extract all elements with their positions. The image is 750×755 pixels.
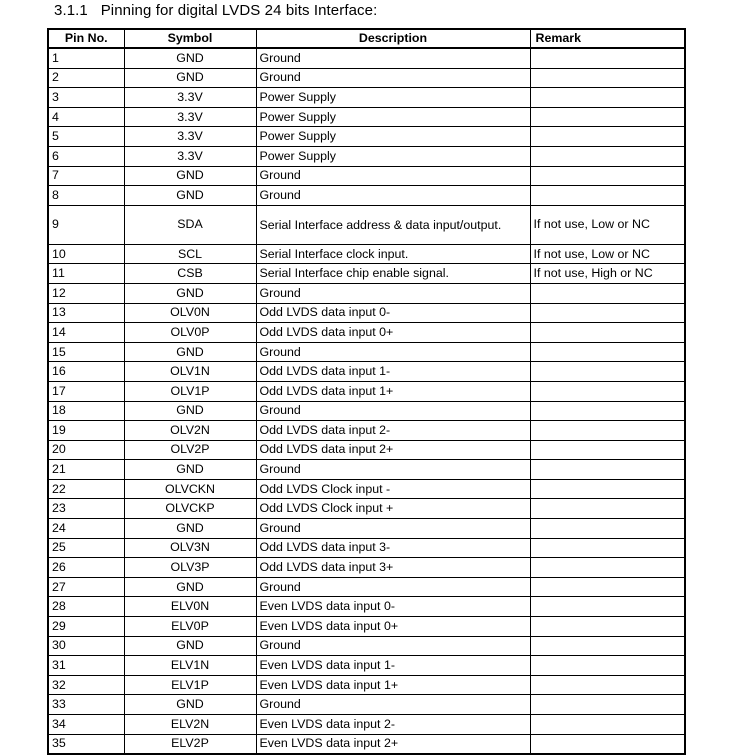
remark-cell [530, 597, 685, 617]
table-row [48, 519, 685, 539]
pin-number-cell: 27 [48, 577, 124, 597]
description-cell: Odd LVDS data input 0+ [256, 323, 530, 343]
pin-number-cell: 14 [48, 323, 124, 343]
remark-cell [530, 186, 685, 206]
description-cell: Odd LVDS Clock input - [256, 479, 530, 499]
table-row [48, 323, 685, 343]
symbol-cell: ELV1P [124, 675, 256, 695]
description-cell: Even LVDS data input 1+ [256, 675, 530, 695]
pin-number-cell: 11 [48, 264, 124, 284]
table-row [48, 48, 685, 68]
pin-number-cell: 32 [48, 675, 124, 695]
remark-cell [530, 715, 685, 735]
description-cell: Power Supply [256, 146, 530, 166]
table-row [48, 303, 685, 323]
description-cell: Ground [256, 186, 530, 206]
remark-cell [530, 381, 685, 401]
symbol-cell: ELV2N [124, 715, 256, 735]
symbol-cell: OLV2P [124, 440, 256, 460]
description-cell: Odd LVDS data input 2- [256, 421, 530, 441]
table-row [48, 460, 685, 480]
remark-cell [530, 617, 685, 637]
table-row [48, 597, 685, 617]
pin-number-cell: 23 [48, 499, 124, 519]
symbol-cell: GND [124, 695, 256, 715]
remark-cell [530, 499, 685, 519]
section-title: Pinning for digital LVDS 24 bits Interface: [100, 2, 378, 19]
remark-cell [530, 695, 685, 715]
symbol-cell: GND [124, 186, 256, 206]
description-cell: Even LVDS data input 2- [256, 715, 530, 735]
remark-cell [530, 323, 685, 343]
symbol-cell: ELV2P [124, 734, 256, 754]
remark-cell [530, 283, 685, 303]
pin-number-cell: 6 [48, 146, 124, 166]
table-row [48, 656, 685, 676]
pin-number-cell: 15 [48, 342, 124, 362]
symbol-cell: 3.3V [124, 127, 256, 147]
symbol-cell: OLV2N [124, 421, 256, 441]
pin-number-cell: 13 [48, 303, 124, 323]
description-cell: Serial Interface clock input. [256, 244, 530, 264]
table-row [48, 499, 685, 519]
symbol-cell: OLV0P [124, 323, 256, 343]
symbol-cell: GND [124, 636, 256, 656]
pin-number-cell: 35 [48, 734, 124, 754]
symbol-cell: SCL [124, 244, 256, 264]
description-cell: Ground [256, 48, 530, 68]
table-row [48, 283, 685, 303]
table-row [48, 362, 685, 382]
symbol-cell: ELV0P [124, 617, 256, 637]
description-cell: Ground [256, 460, 530, 480]
pin-number-cell: 21 [48, 460, 124, 480]
description-cell: Ground [256, 283, 530, 303]
pin-number-cell: 29 [48, 617, 124, 637]
table-body [48, 48, 685, 754]
table-row [48, 440, 685, 460]
remark-cell [530, 675, 685, 695]
symbol-cell: GND [124, 283, 256, 303]
table-row [48, 734, 685, 754]
symbol-cell: OLVCKN [124, 479, 256, 499]
description-cell: Odd LVDS Clock input + [256, 499, 530, 519]
symbol-cell: GND [124, 48, 256, 68]
pin-number-cell: 30 [48, 636, 124, 656]
table-row [48, 127, 685, 147]
symbol-cell: OLV3P [124, 558, 256, 578]
pin-number-cell: 9 [48, 205, 124, 244]
symbol-cell: OLV0N [124, 303, 256, 323]
symbol-cell: OLV1P [124, 381, 256, 401]
pin-number-cell: 16 [48, 362, 124, 382]
pin-number-cell: 28 [48, 597, 124, 617]
pin-number-cell: 26 [48, 558, 124, 578]
remark-cell [530, 460, 685, 480]
remark-cell [530, 734, 685, 754]
description-cell: Odd LVDS data input 0- [256, 303, 530, 323]
symbol-cell: GND [124, 68, 256, 88]
remark-cell [530, 519, 685, 539]
description-cell: Power Supply [256, 127, 530, 147]
pin-number-cell: 25 [48, 538, 124, 558]
description-cell: Ground [256, 401, 530, 421]
remark-cell [530, 656, 685, 676]
table-row [48, 715, 685, 735]
table-row [48, 577, 685, 597]
pin-number-cell: 33 [48, 695, 124, 715]
symbol-cell: GND [124, 342, 256, 362]
table-row [48, 88, 685, 108]
symbol-cell: GND [124, 519, 256, 539]
pinning-table [47, 28, 686, 755]
table-row [48, 636, 685, 656]
pin-number-cell: 22 [48, 479, 124, 499]
description-cell: Even LVDS data input 0- [256, 597, 530, 617]
header-symbol: Symbol [124, 29, 256, 48]
table-row [48, 381, 685, 401]
table-row [48, 617, 685, 637]
symbol-cell: 3.3V [124, 88, 256, 108]
symbol-cell: SDA [124, 205, 256, 244]
pin-number-cell: 12 [48, 283, 124, 303]
remark-cell [530, 166, 685, 186]
pin-number-cell: 18 [48, 401, 124, 421]
symbol-cell: 3.3V [124, 146, 256, 166]
remark-cell [530, 558, 685, 578]
pin-number-cell: 3 [48, 88, 124, 108]
symbol-cell: OLV3N [124, 538, 256, 558]
remark-cell [530, 362, 685, 382]
description-cell: Even LVDS data input 0+ [256, 617, 530, 637]
table-row [48, 695, 685, 715]
header-description: Description [256, 29, 530, 48]
table-row [48, 538, 685, 558]
remark-cell [530, 421, 685, 441]
description-cell: Ground [256, 68, 530, 88]
table-row [48, 264, 685, 284]
description-cell: Odd LVDS data input 2+ [256, 440, 530, 460]
pin-number-cell: 5 [48, 127, 124, 147]
remark-cell [530, 342, 685, 362]
symbol-cell: CSB [124, 264, 256, 284]
pin-number-cell: 7 [48, 166, 124, 186]
pin-number-cell: 10 [48, 244, 124, 264]
table-row [48, 205, 685, 244]
pin-number-cell: 20 [48, 440, 124, 460]
table-row [48, 342, 685, 362]
header-pin-no: Pin No. [48, 29, 124, 48]
remark-cell [530, 107, 685, 127]
remark-cell [530, 48, 685, 68]
description-cell: Ground [256, 166, 530, 186]
description-cell: Power Supply [256, 107, 530, 127]
table-row [48, 401, 685, 421]
remark-cell [530, 127, 685, 147]
table-row [48, 107, 685, 127]
description-cell: Odd LVDS data input 1+ [256, 381, 530, 401]
symbol-cell: GND [124, 577, 256, 597]
remark-cell [530, 68, 685, 88]
table-row [48, 146, 685, 166]
description-cell: Ground [256, 342, 530, 362]
description-cell: Ground [256, 519, 530, 539]
description-cell: Even LVDS data input 2+ [256, 734, 530, 754]
section-heading [54, 2, 377, 19]
pin-number-cell: 34 [48, 715, 124, 735]
table-row [48, 166, 685, 186]
table-row [48, 675, 685, 695]
symbol-cell: OLV1N [124, 362, 256, 382]
symbol-cell: GND [124, 166, 256, 186]
pin-number-cell: 24 [48, 519, 124, 539]
remark-cell [530, 577, 685, 597]
description-cell: Serial Interface address & data input/output. [256, 205, 530, 244]
table-row [48, 479, 685, 499]
remark-cell [530, 538, 685, 558]
symbol-cell: 3.3V [124, 107, 256, 127]
description-cell: Ground [256, 636, 530, 656]
remark-cell [530, 479, 685, 499]
pin-number-cell: 4 [48, 107, 124, 127]
description-cell: Even LVDS data input 1- [256, 656, 530, 676]
description-cell: Power Supply [256, 88, 530, 108]
symbol-cell: ELV0N [124, 597, 256, 617]
table-header-row [48, 29, 685, 48]
symbol-cell: OLVCKP [124, 499, 256, 519]
header-remark: Remark [530, 29, 685, 48]
table-row [48, 244, 685, 264]
remark-cell: If not use, Low or NC [530, 244, 685, 264]
remark-cell [530, 440, 685, 460]
pin-number-cell: 17 [48, 381, 124, 401]
description-cell: Serial Interface chip enable signal. [256, 264, 530, 284]
remark-cell [530, 88, 685, 108]
pin-number-cell: 8 [48, 186, 124, 206]
table-row [48, 558, 685, 578]
description-cell: Odd LVDS data input 1- [256, 362, 530, 382]
symbol-cell: GND [124, 460, 256, 480]
description-cell: Odd LVDS data input 3+ [256, 558, 530, 578]
remark-cell [530, 636, 685, 656]
description-cell: Ground [256, 577, 530, 597]
symbol-cell: ELV1N [124, 656, 256, 676]
section-number: 3.1.1 [54, 2, 88, 19]
table-row [48, 186, 685, 206]
symbol-cell: GND [124, 401, 256, 421]
table-row [48, 421, 685, 441]
pin-number-cell: 19 [48, 421, 124, 441]
remark-cell: If not use, High or NC [530, 264, 685, 284]
description-cell: Ground [256, 695, 530, 715]
remark-cell [530, 146, 685, 166]
description-cell: Odd LVDS data input 3- [256, 538, 530, 558]
remark-cell: If not use, Low or NC [530, 205, 685, 244]
remark-cell [530, 303, 685, 323]
remark-cell [530, 401, 685, 421]
table-row [48, 68, 685, 88]
pin-number-cell: 2 [48, 68, 124, 88]
pin-number-cell: 1 [48, 48, 124, 68]
pin-number-cell: 31 [48, 656, 124, 676]
